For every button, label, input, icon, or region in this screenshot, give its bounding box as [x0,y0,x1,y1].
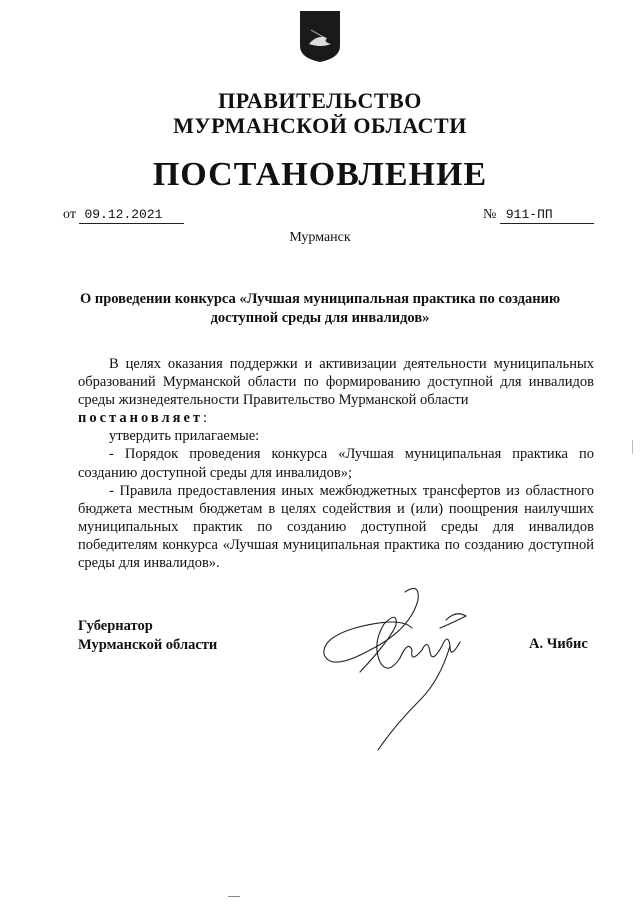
resolution-line [78,409,594,427]
scan-footer-mark [228,896,240,897]
position-line2: Мурманской области [78,637,218,653]
preamble-text: В целях оказания поддержки и активизации деятельности муниципальных образований Мурманской области по формированию доступной для инвалидов среды жизнедеятельности Правительство Мурманской области [78,356,594,409]
number-prefix: № [483,207,497,222]
issuer-name-line1: ПРАВИТЕЛЬСТВО [218,88,422,113]
preamble [78,355,594,409]
document-type: ПОСТАНОВЛЕНИЕ [152,156,488,193]
position-line1: Губернатор [78,618,153,634]
document-date [63,207,184,224]
document-body [78,355,594,572]
document-subject [70,290,570,328]
resolves-word: постановляет [78,410,204,427]
scan-margin-mark [632,440,633,454]
document-number [483,207,594,224]
resolves-colon: : [203,410,208,427]
number-value: 911-ПП [500,207,594,224]
signatory-position [78,617,217,655]
list-item: - Правила предоставления иных межбюджетных трансфертов из областного бюджета местным бюджетам в целях содействия и (или) поощрения наилучших муниципальных практик по созданию доступной среды для инвалидов победителям конкурса «Лучшая муниципальная практика по созданию доступной среды для инвалидов». [78,482,594,572]
subject-line2: доступной среды для инвалидов» [210,310,430,326]
date-prefix: от [63,207,76,222]
issuer-name-line2: МУРМАНСКОЙ ОБЛАСТИ [173,113,467,138]
date-value: 09.12.2021 [79,207,184,224]
coat-of-arms-icon [297,8,343,64]
city: Мурманск [289,230,351,245]
approve-line: утвердить прилагаемые: [109,428,260,445]
signatory-name: А. Чибис [529,636,588,652]
list-item: - Порядок проведения конкурса «Лучшая муниципальная практика по созданию доступной среды для инвалидов»; [78,446,594,481]
subject-line1: О проведении конкурса «Лучшая муниципальная практика по созданию [79,291,561,307]
handwritten-signature [300,580,480,755]
